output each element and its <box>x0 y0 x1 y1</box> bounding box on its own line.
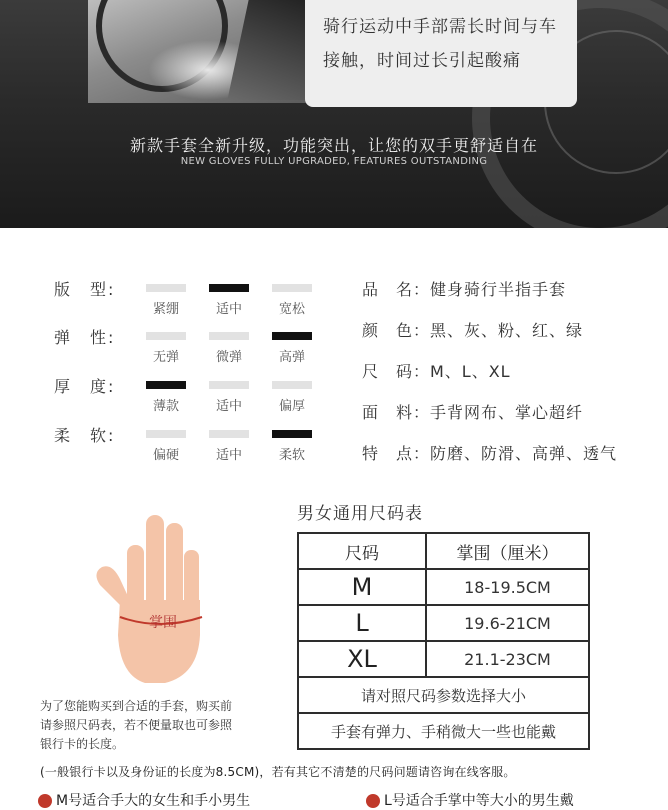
rating-option <box>146 381 186 414</box>
rating-option-label: 偏硬 <box>152 448 179 463</box>
rating-option-label: 适中 <box>215 448 242 463</box>
card-length-note: (一般银行卡以及身份证的长度为8.5CM)，若有其它不清楚的尺码问题请咨询在线客服。 <box>40 765 516 779</box>
rating-option-label: 适中 <box>215 399 242 414</box>
palm-caption: 掌围 <box>149 615 177 631</box>
rating-bar <box>209 430 249 438</box>
measure-tip-line-2: 请参照尺码表，若不便量取也可参照 <box>40 718 233 732</box>
size-cell: XL <box>298 641 426 677</box>
spec-sizes: 尺 码：M、L、XL <box>362 362 511 381</box>
size-row <box>298 605 589 641</box>
rating-option <box>209 430 249 463</box>
size-chart-header-row <box>298 533 589 569</box>
attribute-label: 柔 软: <box>54 426 116 445</box>
rating-option-label: 微弹 <box>215 350 242 365</box>
rating-bar <box>209 332 249 340</box>
hand-illustration <box>90 515 210 685</box>
size-row <box>298 569 589 605</box>
header-size: 尺码 <box>298 533 426 569</box>
attribute-label: 弹 性: <box>54 328 116 347</box>
measure-tip <box>40 697 232 754</box>
spec-colors: 颜 色：黑、灰、粉、红、绿 <box>362 321 584 340</box>
rating-bar <box>272 381 312 389</box>
size-cell: M <box>298 569 426 605</box>
rating-option-label: 柔软 <box>278 448 305 463</box>
fit-note-1-text: M号适合手大的女生和手小男生 <box>56 793 251 809</box>
callout-box <box>305 0 577 107</box>
rating-option <box>272 381 312 414</box>
rating-option-label: 适中 <box>215 302 242 317</box>
size-note-2: 手套有弹力、手稍微大一些也能戴 <box>298 713 589 749</box>
rating-bar-selected <box>272 332 312 340</box>
header-palm: 掌围（厘米） <box>426 533 589 569</box>
rating-option-label: 宽松 <box>278 302 305 317</box>
callout-line-2: 接触，时间过长引起酸痛 <box>323 51 521 71</box>
banner-subline: NEW GLOVES FULLY UPGRADED, FEATURES OUTSTANDING <box>180 156 488 167</box>
range-cell: 21.1-23CM <box>426 641 589 677</box>
attribute-label: 版 型: <box>54 280 116 299</box>
rating-bar-selected <box>272 430 312 438</box>
rating-bar-selected <box>146 381 186 389</box>
rating-option <box>272 284 312 317</box>
rating-option <box>272 332 312 365</box>
fit-note-1 <box>38 790 250 810</box>
rating-bar <box>272 284 312 292</box>
banner-headline: 新款手套全新升级，功能突出，让您的双手更舒适自在 <box>129 136 538 155</box>
number-badge-icon <box>38 794 52 808</box>
hero-banner <box>0 0 668 228</box>
size-cell: L <box>298 605 426 641</box>
rating-option <box>209 284 249 317</box>
rating-option-label: 偏厚 <box>278 399 305 414</box>
rating-bar <box>146 284 186 292</box>
rating-option <box>146 430 186 463</box>
cycling-photo <box>88 0 320 103</box>
attribute-label: 厚 度: <box>54 377 116 396</box>
rating-option <box>209 381 249 414</box>
fit-note-2-text: L号适合手掌中等大小的男生戴 <box>384 793 574 809</box>
rating-bar <box>209 381 249 389</box>
size-row <box>298 641 589 677</box>
number-badge-icon <box>366 794 380 808</box>
measure-tip-line-1: 为了您能购买到合适的手套，购买前 <box>40 699 233 713</box>
rating-option <box>272 430 312 463</box>
spec-features: 特 点：防磨、防滑、高弹、透气 <box>362 444 618 463</box>
hand-shape <box>96 515 200 683</box>
size-chart-table <box>297 532 590 750</box>
size-note-row <box>298 713 589 749</box>
size-note-row <box>298 677 589 713</box>
size-note-1: 请对照尺码参数选择大小 <box>298 677 589 713</box>
rating-bar <box>146 430 186 438</box>
range-cell: 18-19.5CM <box>426 569 589 605</box>
size-chart-title: 男女通用尺码表 <box>297 504 423 524</box>
fit-note-2 <box>366 790 574 810</box>
rating-bar <box>146 332 186 340</box>
rating-option-label: 无弹 <box>152 350 179 365</box>
measure-tip-line-3: 银行卡的长度。 <box>40 737 125 751</box>
rating-bar-selected <box>209 284 249 292</box>
rating-option <box>146 332 186 365</box>
spec-material: 面 料：手背网布、掌心超纤 <box>362 403 584 422</box>
rating-option <box>146 284 186 317</box>
spec-name: 品 名：健身骑行半指手套 <box>362 280 567 299</box>
rating-option-label: 紧绷 <box>152 302 179 317</box>
rating-option-label: 高弹 <box>278 350 305 365</box>
rating-option <box>209 332 249 365</box>
callout-line-1: 骑行运动中手部需长时间与车 <box>323 17 557 37</box>
range-cell: 19.6-21CM <box>426 605 589 641</box>
rating-option-label: 薄款 <box>152 399 179 414</box>
